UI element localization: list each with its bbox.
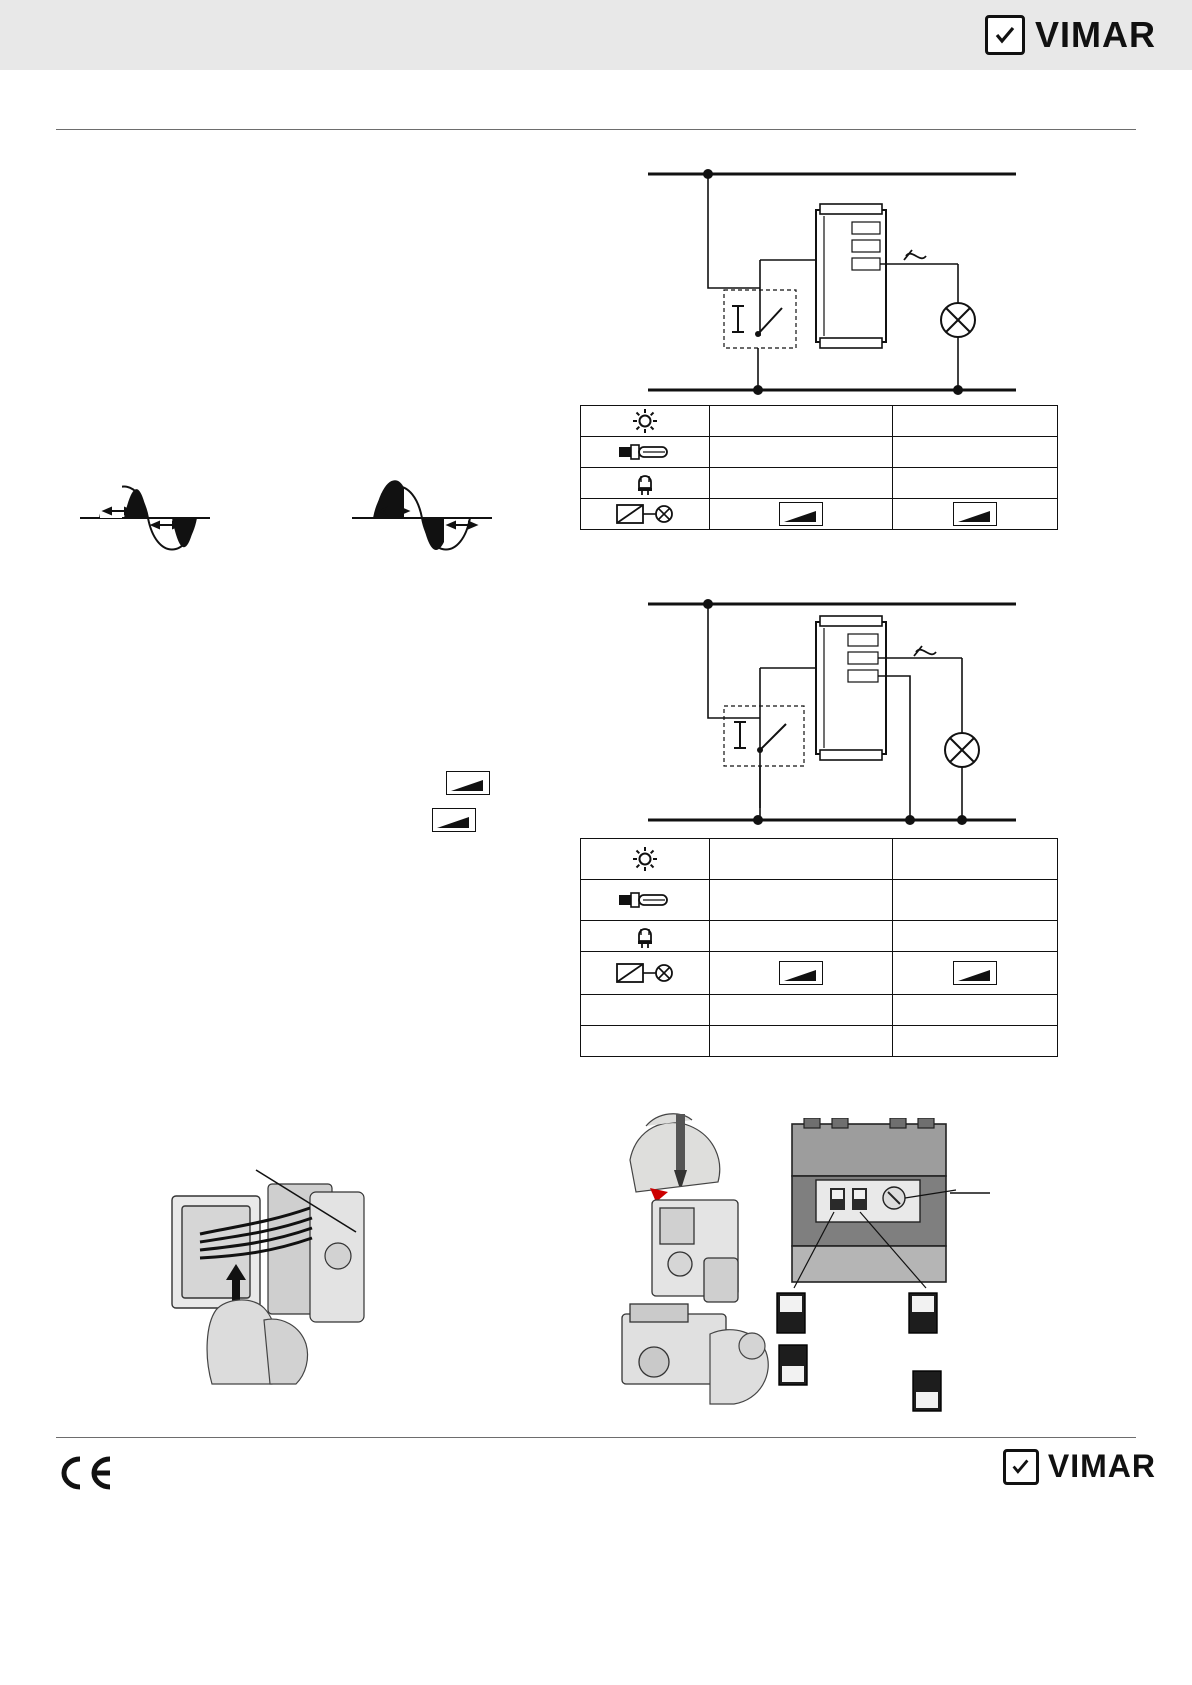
table-cell [893,921,1058,952]
ramp-symbol [710,952,893,995]
header-brand [985,14,1156,56]
dip-switch-left-up[interactable] [776,1292,806,1334]
photo-module-insertion [160,1160,430,1390]
dip-switch-right-down[interactable] [912,1370,942,1412]
fluorescent-lamp-icon [581,437,710,468]
spec-table-top [580,405,1058,530]
vimar-check-square-logo-icon [985,15,1025,55]
table-cell [893,880,1058,921]
led-lamp-icon [581,468,710,499]
transformer-lamp-icon [581,952,710,995]
incandescent-lamp-icon [581,839,710,880]
table-row [581,1026,1058,1057]
table-cell [581,995,710,1026]
table-cell [710,1026,893,1057]
table-row [581,839,1058,880]
table-cell [710,880,893,921]
table-cell [710,406,893,437]
ramp-symbol-text-1 [446,771,490,795]
dip-switch-left-down[interactable] [778,1344,808,1386]
table-cell [710,468,893,499]
table-cell [893,406,1058,437]
table-row [581,880,1058,921]
ramp-symbol [710,499,893,530]
table-row [581,437,1058,468]
table-cell [893,995,1058,1026]
incandescent-lamp-icon [581,406,710,437]
footer-brand-name: VIMAR [1047,1448,1156,1484]
table-row [581,921,1058,952]
table-cell [710,995,893,1026]
table-cell [581,1026,710,1057]
ramp-symbol-text-2 [432,808,476,832]
table-row [581,468,1058,499]
fluorescent-lamp-icon [581,880,710,921]
led-lamp-icon [581,921,710,952]
spec-table-bottom [580,838,1058,1057]
dip-switch-callout-line [950,1185,990,1201]
table-cell [710,921,893,952]
brand-name: VIMAR [1035,14,1156,55]
table-cell [893,437,1058,468]
table-row [581,499,1058,530]
ramp-symbol [893,952,1058,995]
table-cell [893,1026,1058,1057]
dip-switch-right-up[interactable] [908,1292,938,1334]
trailing-edge-waveform [352,478,492,558]
photo-dip-switch-detail [786,1118,966,1298]
footer-brand [1003,1448,1156,1485]
photo-screwdriver-adjustment [606,1108,796,1418]
table-cell [893,839,1058,880]
table-row [581,995,1058,1026]
table-row [581,952,1058,995]
ramp-symbol [893,499,1058,530]
wiring-diagram-three-wire [620,590,1040,835]
transformer-lamp-icon [581,499,710,530]
table-row [581,406,1058,437]
vimar-check-square-logo-icon [1003,1449,1039,1485]
leading-edge-waveform [80,478,210,558]
bottom-divider [56,1437,1136,1438]
ce-mark [52,1455,114,1496]
table-cell [710,839,893,880]
table-cell [710,437,893,468]
table-cell [893,468,1058,499]
top-divider [56,129,1136,130]
wiring-diagram-two-wire [620,160,1040,405]
